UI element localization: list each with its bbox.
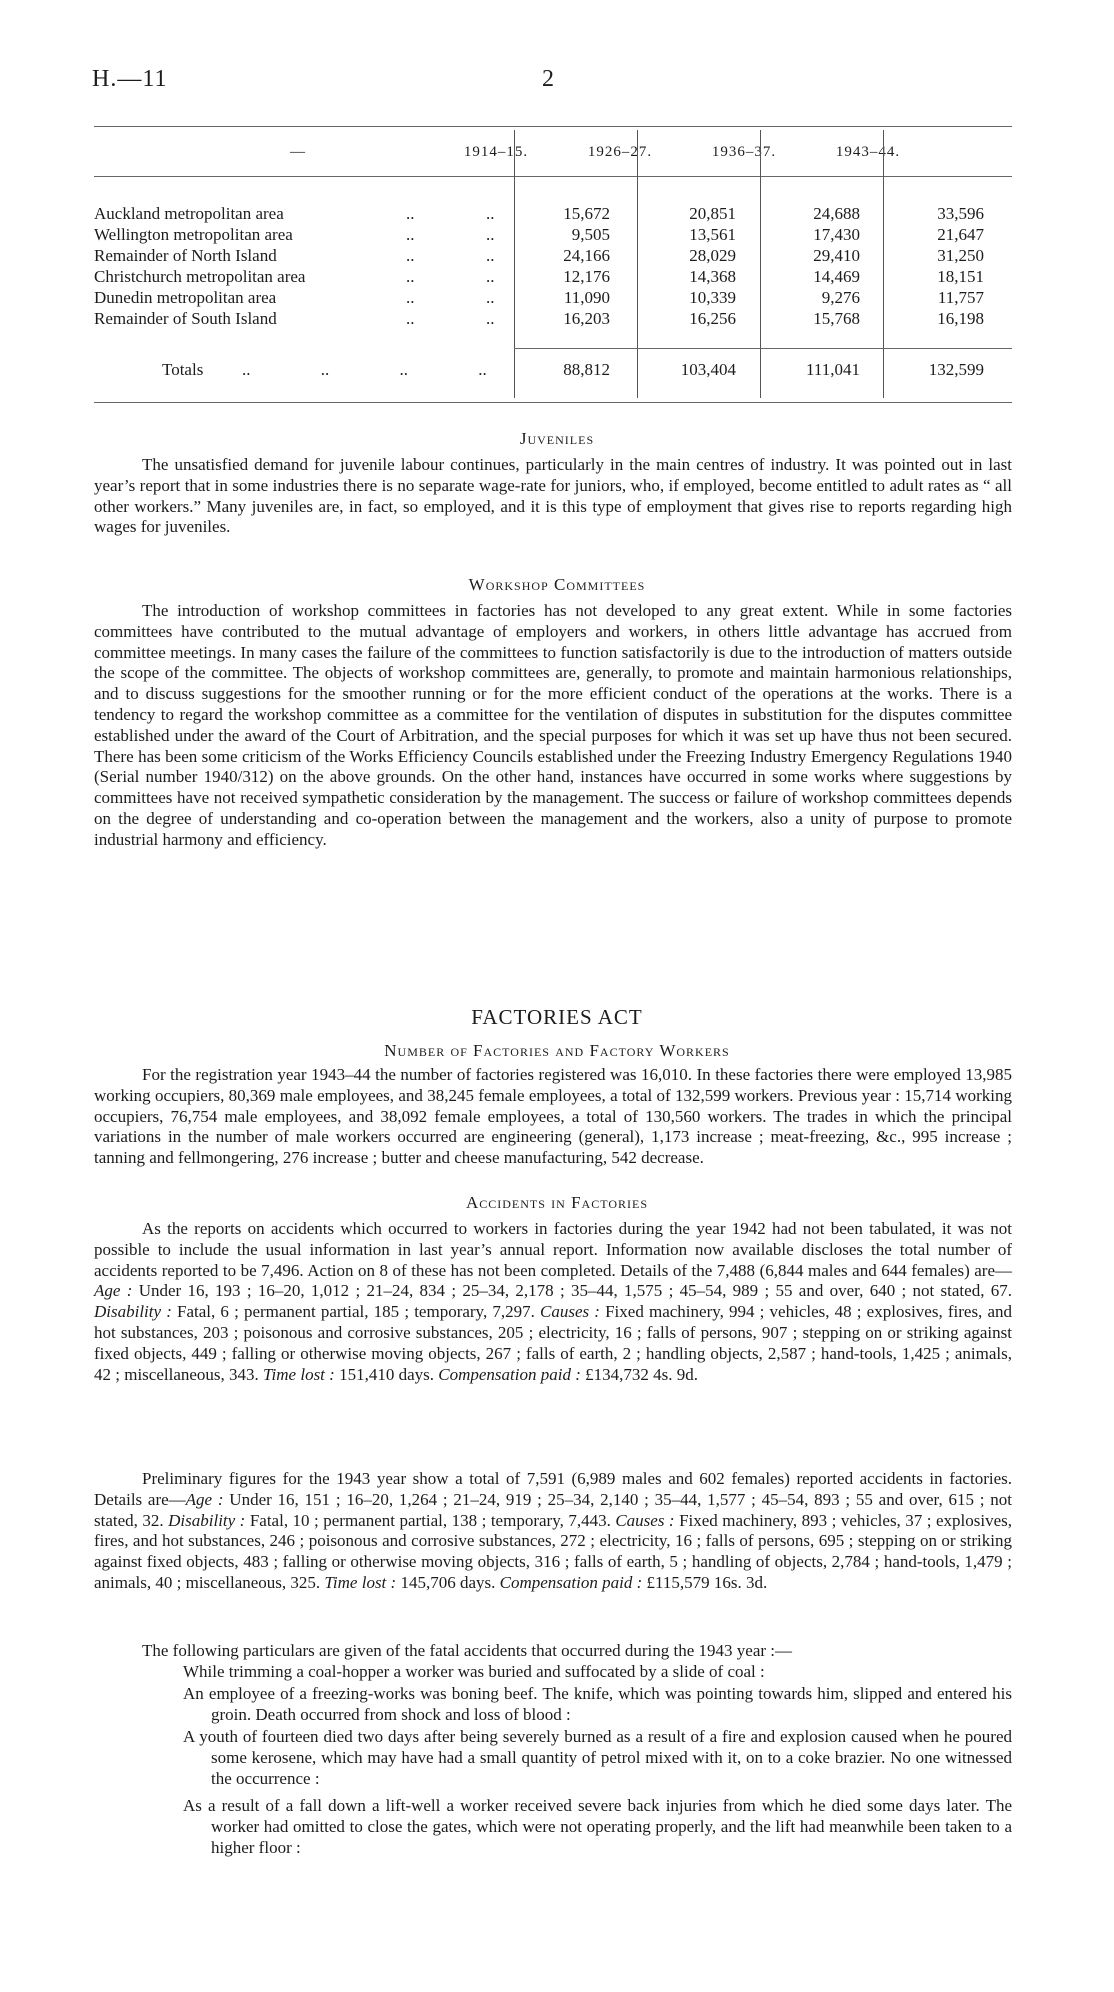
- disability-label: Disability :: [168, 1510, 246, 1530]
- row-leader: ..: [486, 246, 495, 265]
- table-header-rule: [94, 176, 1012, 177]
- paragraph-text: As the reports on accidents which occurred to workers in factories during the year 1942 had not been tabulated, it was not possible to include the usual information in last year’s annual report. Information now available discloses the total number of accidents reported to be 7,496. Action on 8 of these has not been completed. Details of the 7,488 (6,844 males and 644 females) are—: [94, 1219, 1012, 1280]
- compensation-label: Compensation paid :: [438, 1364, 581, 1384]
- table-row: [94, 204, 1012, 226]
- table-cell: 21,647: [937, 225, 984, 244]
- total-cell: 132,599: [928, 360, 984, 379]
- table-row: [94, 309, 1012, 331]
- column-header: 1936–37.: [711, 144, 777, 160]
- fatal-accident-item: As a result of a fall down a lift-well a worker received severe back injuries from which he died some days later. The worker had omitted to close the gates, which were not operating properly, and the lift had meanwhile been taken to a higher floor :: [183, 1796, 1012, 1857]
- fatal-accident-item: A youth of fourteen died two days after being severely burned as a result of a fire and explosion caused when he poured some kerosene, which may have had a small quantity of petrol mixed with it, on to a coke brazier. No one witnessed the occurrence :: [183, 1727, 1012, 1788]
- table-cell: 20,851: [689, 204, 736, 223]
- accidents-1943-paragraph: [94, 1469, 1012, 1594]
- page-number: 2: [542, 66, 554, 92]
- accidents-heading: Accidents in Factories: [465, 1193, 649, 1212]
- table-bottom-rule: [94, 402, 1012, 403]
- disability-label: Disability :: [94, 1302, 172, 1322]
- row-leader: ..: [406, 246, 415, 265]
- row-label: Remainder of North Island: [94, 246, 277, 265]
- fatal-accident-item: An employee of a freezing-works was boning beef. The knife, which was pointing towards him, slipped and entered his groin. Death occurred from shock and loss of blood :: [183, 1684, 1012, 1724]
- table-top-rule: [94, 126, 1012, 127]
- row-leader: ..: [486, 204, 495, 223]
- table-cell: 16,203: [563, 309, 610, 328]
- workshop-committees-paragraph: [94, 601, 1012, 851]
- fatal-accident-item: While trimming a coal-hopper a worker was buried and suffocated by a slide of coal :: [183, 1662, 765, 1681]
- row-leader: ..: [486, 225, 495, 244]
- table-cell: 16,256: [689, 309, 736, 328]
- juveniles-heading: Juveniles: [519, 429, 595, 448]
- table-cell: 11,090: [563, 288, 610, 307]
- table-cell: 16,198: [937, 309, 984, 328]
- table-cell: 24,688: [813, 204, 860, 223]
- row-leader: ..: [406, 204, 415, 223]
- table-cell: 13,561: [689, 225, 736, 244]
- table-cell: 11,757: [937, 288, 984, 307]
- row-leader: ..: [320, 360, 330, 379]
- paragraph-text: Preliminary figures for the 1943 year show a total of 7,591 (6,989 males and 602 females) reported accidents in factories. Details are—: [94, 1469, 1012, 1509]
- row-leader: ..: [406, 267, 415, 286]
- row-label: Christchurch metropolitan area: [94, 267, 306, 286]
- paragraph-text: The introduction of workshop committees in factories has not developed to any great extent. While in some factories committees have contributed to the mutual advantage of employers and workers, in others little advantage has accrued from committee meetings. In many cases the failure of the committees to function satisfactorily is due to the introduction of matters outside the scope of the committee. The objects of workshop committees are, generally, to promote and maintain harmonious relationships, and to discuss suggestions for the smoother running or for the more efficient conduct of the operations at the works. There is a tendency to regard the workshop committee as a committee for the ventilation of disputes in substitution for the disputes committee established under the award of the Court of Arbitration, and the special purposes for which it was set up have thus not been secured. There has been some criticism of the Works Efficiency Councils established under the Freezing Industry Emergency Regulations 1940 (Serial number 1940/312) on the above grounds. On the other hand, instances have occurred in some works where suggestions by committees have not received sympathetic consideration by the management. The success or failure of workshop committees depends on the degree of understanding and co-operation between the management and the workers, also a unity of purpose to promote industrial harmony and efficiency.: [94, 601, 1012, 849]
- total-cell: 111,041: [806, 360, 860, 379]
- total-cell: 88,812: [563, 360, 610, 379]
- workers-by-area-table: [94, 126, 1012, 406]
- table-cell: 29,410: [813, 246, 860, 265]
- table-cell: 14,469: [813, 267, 860, 286]
- table-cell: 17,430: [813, 225, 860, 244]
- paragraph-text: Fatal, 6 ; permanent partial, 185 ; temporary, 7,297.: [171, 1302, 541, 1322]
- row-leader: ..: [406, 225, 415, 244]
- age-label: Age :: [185, 1489, 224, 1509]
- table-cell: 12,176: [563, 267, 610, 286]
- table-cell: 31,250: [937, 246, 984, 265]
- causes-label: Causes :: [615, 1510, 675, 1530]
- table-row: [94, 267, 1012, 289]
- totals-rule: [514, 348, 1012, 349]
- paragraph-text: 145,706 days.: [396, 1572, 500, 1592]
- paragraph-text: Fatal, 10 ; permanent partial, 138 ; temporary, 7,443.: [245, 1510, 616, 1530]
- row-label: Wellington metropolitan area: [94, 225, 293, 244]
- row-leader: ..: [486, 309, 495, 328]
- accidents-1942-paragraph: [94, 1219, 1012, 1385]
- paragraph-text: Fixed machinery, 994 ; vehicles, 48 ; explosives, fires, and hot substances, 203 ; poisonous and corrosive substances, 205 ; electricity, 16 ; falls of persons, 907 ; stepping on or striking against fixed objects, 449 ; falling or otherwise moving objects, 267 ; falls of earth, 2 ; handling objects, 2,587 ; hand-tools, 1,425 ; animals, 42 ; miscellaneous, 343.: [94, 1302, 1013, 1384]
- column-header: 1926–27.: [587, 144, 653, 160]
- time-lost-label: Time lost :: [324, 1572, 397, 1592]
- row-leader: ..: [486, 267, 495, 286]
- row-label: Auckland metropolitan area: [94, 204, 284, 223]
- row-label: Remainder of South Island: [94, 309, 277, 328]
- table-row: [94, 288, 1012, 310]
- fatal-accidents-intro: The following particulars are given of the fatal accidents that occurred during the 1943 year :—: [142, 1641, 793, 1660]
- factory-workers-subheading: Number of Factories and Factory Workers: [384, 1041, 730, 1060]
- table-cell: 33,596: [937, 204, 984, 223]
- totals-label: Totals: [162, 360, 204, 379]
- paragraph-text: For the registration year 1943–44 the number of factories registered was 16,010. In these factories there were employed 13,985 working occupiers, 80,369 male employees, and 38,245 female employees, a total of 132,599 workers. Previous year : 15,714 working occupiers, 76,754 male employees, and 38,092 female employees, a total of 130,560 workers. The trades in which the principal variations in the number of male workers occurred are engineering (general), 1,173 increase ; meat-freezing, &c., 995 increase ; tanning and fellmongering, 276 increase ; butter and cheese manufacturing, 542 decrease.: [94, 1065, 1012, 1168]
- row-leader: ..: [406, 309, 415, 328]
- table-row: [94, 225, 1012, 247]
- paragraph-text: 151,410 days.: [334, 1364, 439, 1384]
- paragraph-text: £115,579 16s. 3d.: [642, 1572, 768, 1592]
- age-label: Age :: [94, 1281, 133, 1301]
- row-leader: ..: [242, 360, 251, 379]
- row-label: Dunedin metropolitan area: [94, 288, 277, 307]
- causes-label: Causes :: [540, 1302, 600, 1322]
- table-cell: 15,672: [563, 204, 610, 223]
- table-stub-dash: —: [290, 144, 305, 160]
- workshop-committees-heading: Workshop Committees: [468, 575, 646, 594]
- column-header: 1914–15.: [463, 144, 529, 160]
- totals-row: [94, 360, 1012, 382]
- table-cell: 28,029: [689, 246, 736, 265]
- table-cell: 9,276: [821, 288, 860, 307]
- factory-workers-paragraph: [94, 1065, 1012, 1169]
- paragraph-text: Fixed machinery, 893 ; vehicles, 37 ; explosives, fires, and hot substances, 246 ; poisonous and corrosive substances, 272 ; electricity, 16 ; falls of persons, 695 ; stepping on or striking against fixed objects, 483 ; falling or otherwise moving objects, 316 ; falls of earth, 5 ; handling of objects, 2,784 ; hand-tools, 1,479 ; animals, 40 ; miscellaneous, 325.: [94, 1510, 1013, 1592]
- row-leader: ..: [478, 360, 487, 379]
- table-row: [94, 246, 1012, 268]
- paragraph-text: Under 16, 151 ; 16–20, 1,264 ; 21–24, 919 ; 25–34, 2,140 ; 35–44, 1,577 ; 45–54, 893 ; 55 and over, 615 ; not stated, 32.: [94, 1489, 1012, 1530]
- row-leader: ..: [406, 288, 415, 307]
- table-cell: 14,368: [689, 267, 736, 286]
- paragraph-text: Under 16, 193 ; 16–20, 1,012 ; 21–24, 834 ; 25–34, 2,178 ; 35–44, 1,575 ; 45–54, 989 ; 55 and over, 640 ; not stated, 67.: [132, 1281, 1013, 1301]
- factories-act-heading: FACTORIES ACT: [471, 1005, 643, 1029]
- paragraph-text: The unsatisfied demand for juvenile labour continues, particularly in the main centres of industry. It was pointed out in last year’s report that in some industries there is no separate wage-rate for juniors, who, if employed, become entitled to adult rates as “ all other workers.” Many juveniles are, in fact, so employed, and it is this type of employment that gives rise to reports regarding high wages for juveniles.: [94, 455, 1012, 537]
- juveniles-paragraph: [94, 455, 1012, 538]
- total-cell: 103,404: [680, 360, 736, 379]
- table-cell: 9,505: [571, 225, 610, 244]
- time-lost-label: Time lost :: [263, 1364, 335, 1384]
- report-reference: H.—11: [92, 66, 168, 92]
- compensation-label: Compensation paid :: [499, 1572, 643, 1592]
- paragraph-text: £134,732 4s. 9d.: [580, 1364, 698, 1384]
- column-header: 1943–44.: [835, 144, 901, 160]
- totals-leaders: [242, 360, 487, 380]
- row-leader: ..: [486, 288, 495, 307]
- row-leader: ..: [399, 360, 408, 379]
- table-cell: 24,166: [563, 246, 610, 265]
- table-cell: 15,768: [813, 309, 860, 328]
- table-cell: 18,151: [937, 267, 984, 286]
- table-cell: 10,339: [689, 288, 736, 307]
